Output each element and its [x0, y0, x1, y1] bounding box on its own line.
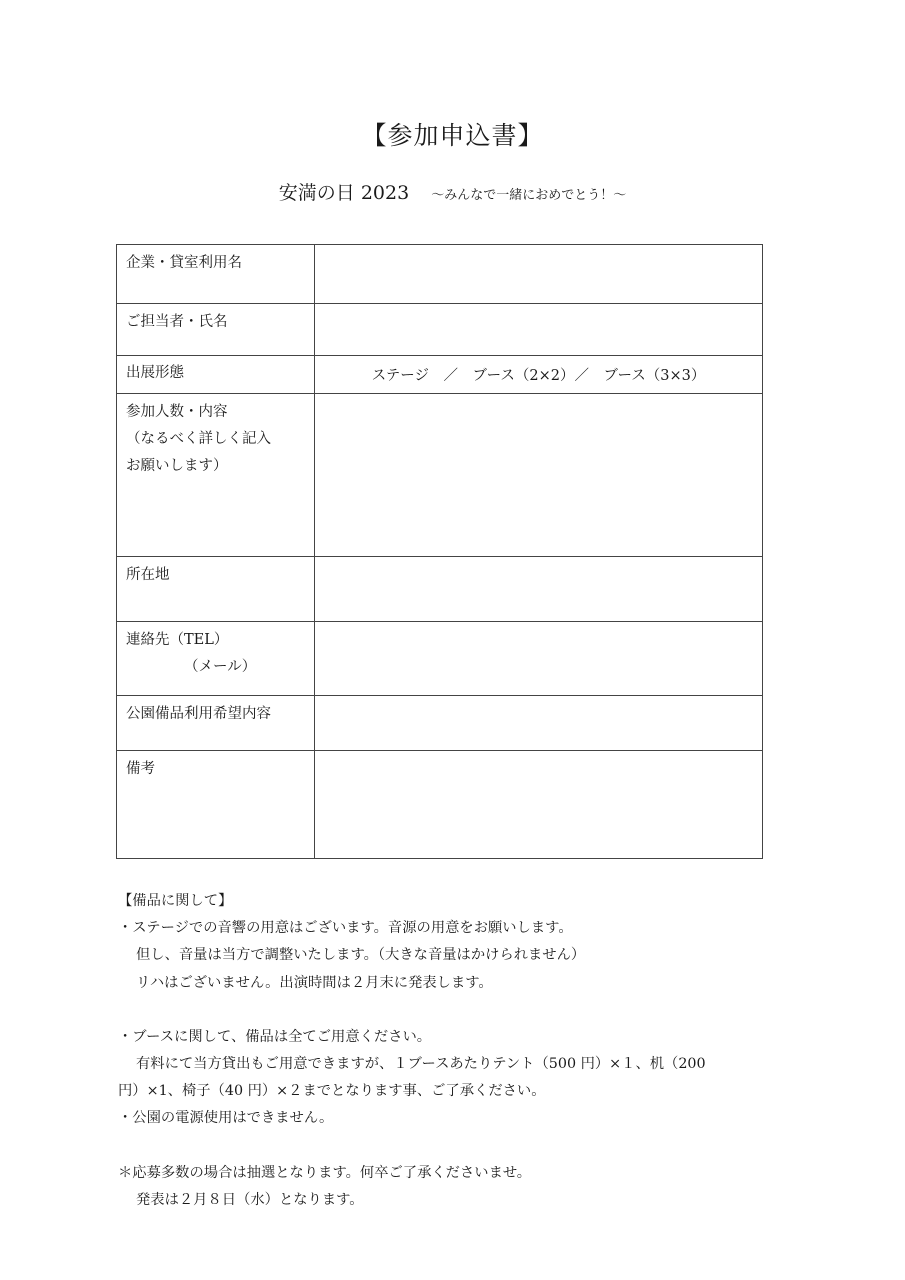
address-field[interactable]: [315, 557, 763, 622]
form-row-company: [117, 245, 763, 304]
contact-info-field[interactable]: [315, 622, 763, 696]
note-line: 有料にて当方貸出もご用意できますが、１ブースあたりテント（500 円）×１、机（200: [136, 1056, 706, 1073]
form-row-equipment: [117, 696, 763, 751]
participants-label: [117, 394, 315, 557]
application-form-table: [116, 244, 763, 859]
note-line: 円）×1、椅子（40 円）×２までとなります事、ご了承ください。: [118, 1083, 546, 1100]
participants-label-line: 参加人数・内容: [126, 404, 228, 420]
note-line: リハはございません。出演時間は２月末に発表します。: [136, 974, 493, 991]
event-name: 安満の日 2023: [278, 182, 410, 204]
form-row-remarks: [117, 751, 763, 859]
subtitle: [0, 178, 905, 205]
equipment-request-field[interactable]: [315, 696, 763, 751]
note-line: 但し、音量は当方で調整いたします。（大きな音量はかけられません）: [136, 947, 586, 964]
page-title: 【参加申込書】: [361, 121, 544, 150]
notes-heading: 【備品に関して】: [118, 893, 233, 909]
remarks-label: 備考: [117, 751, 315, 859]
exhibit-type-label: 出展形態: [117, 356, 315, 394]
exhibit-type-options[interactable]: ステージ ／ ブース（2×2）／ ブース（3×3）: [315, 356, 763, 394]
equipment-notes: [118, 888, 778, 1214]
event-tagline: ～みんなで一緒におめでとう！～: [431, 188, 627, 203]
form-row-contact-info: [117, 622, 763, 696]
contact-email-label: （メール）: [184, 659, 257, 675]
participants-field[interactable]: [315, 394, 763, 557]
note-line: ・公園の電源使用はできません。: [118, 1110, 334, 1127]
form-row-exhibit-type: [117, 356, 763, 394]
note-line: ＊応募多数の場合は抽選となります。何卒ご了承くださいませ。: [118, 1164, 532, 1181]
participants-label-line: （なるべく詳しく記入: [126, 431, 271, 447]
note-line: ・ブースに関して、備品は全てご用意ください。: [118, 1028, 432, 1045]
form-row-address: [117, 557, 763, 622]
note-line: ・ステージでの音響の用意はございます。音源の用意をお願いします。: [118, 920, 573, 937]
note-line: 発表は２月８日（水）となります。: [136, 1191, 364, 1208]
participants-label-line: お願いします）: [126, 458, 228, 474]
company-name-field[interactable]: [315, 245, 763, 304]
contact-info-label: [117, 622, 315, 696]
form-row-contact-person: [117, 304, 763, 356]
contact-person-label: ご担当者・氏名: [117, 304, 315, 356]
contact-tel-label: 連絡先（TEL）: [126, 632, 229, 648]
form-row-participants: [117, 394, 763, 557]
contact-person-field[interactable]: [315, 304, 763, 356]
remarks-field[interactable]: [315, 751, 763, 859]
address-label: 所在地: [117, 557, 315, 622]
equipment-request-label: 公園備品利用希望内容: [117, 696, 315, 751]
company-name-label: 企業・貸室利用名: [117, 245, 315, 304]
